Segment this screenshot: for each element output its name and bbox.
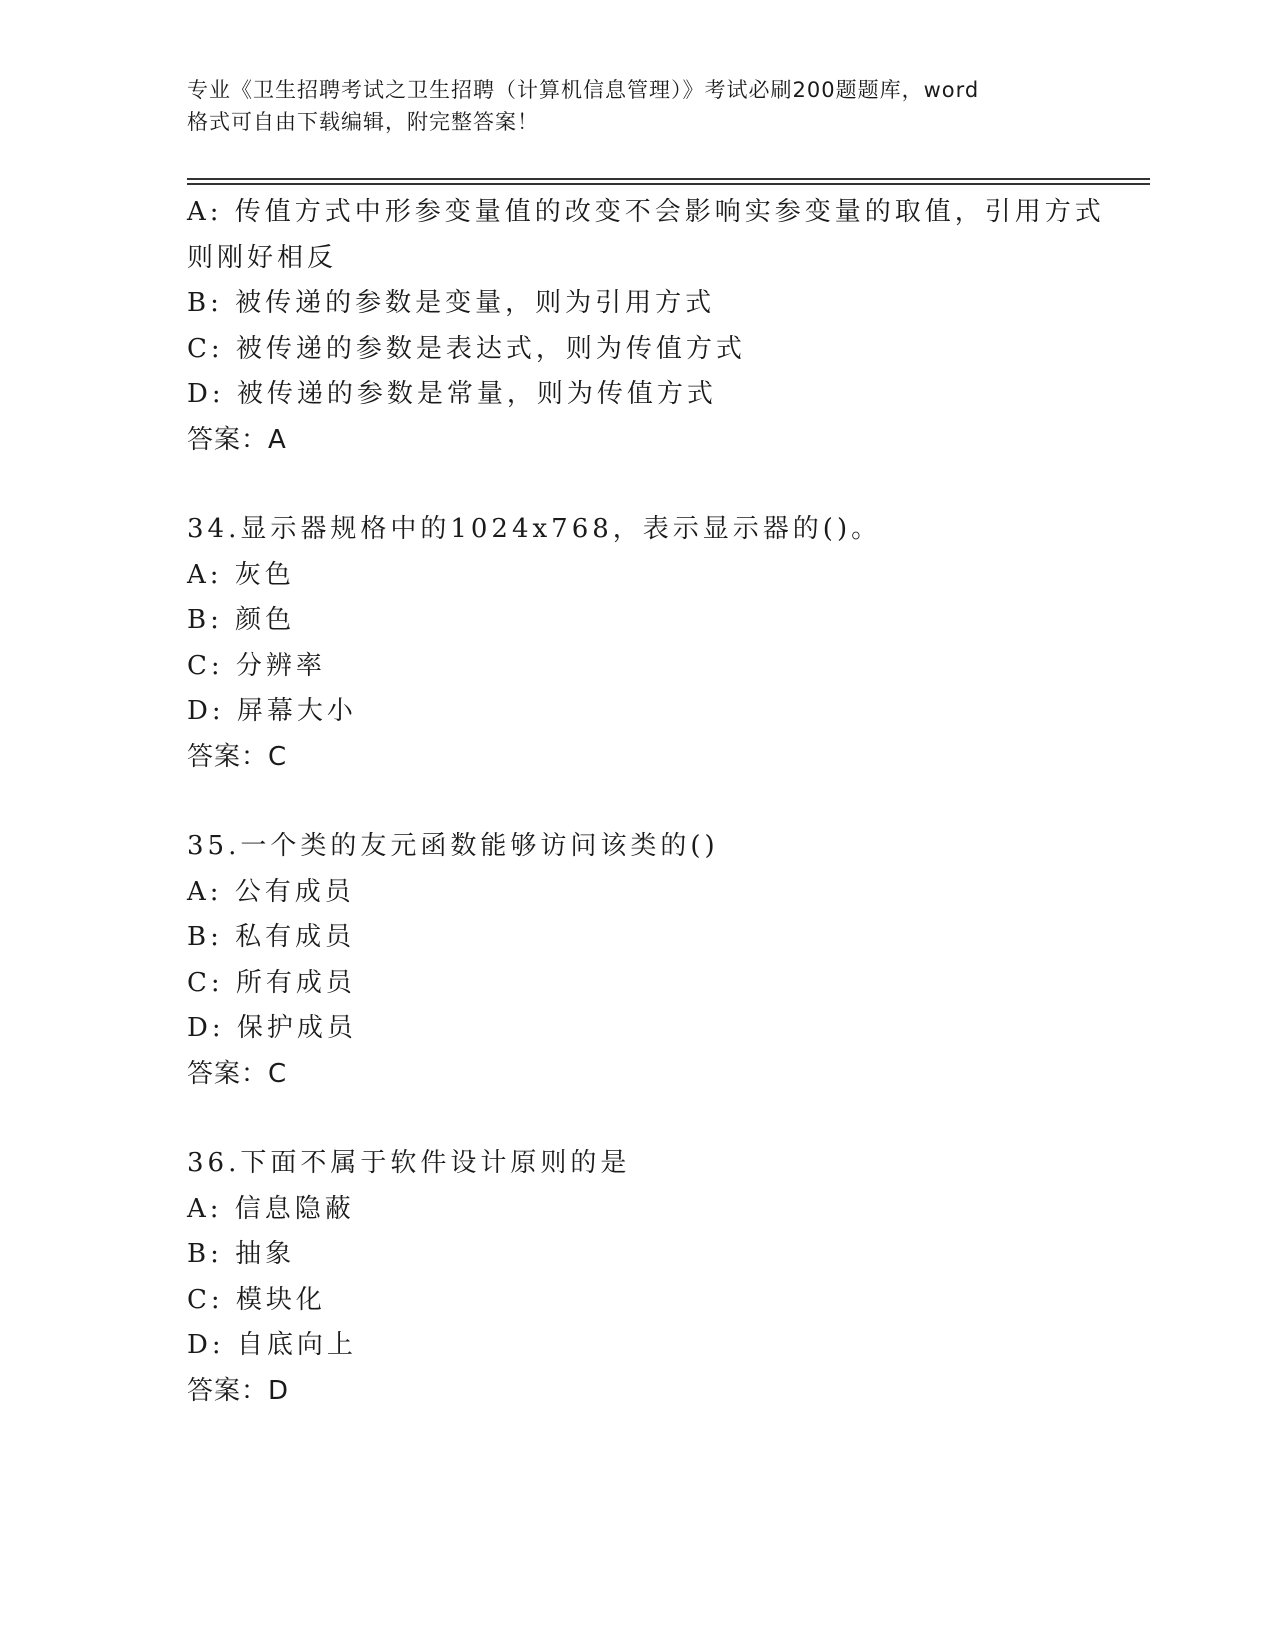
question-36	[187, 1141, 1087, 1414]
question-35	[187, 824, 1087, 1097]
question-spacer	[187, 463, 1087, 507]
option-a: A: 信息隐蔽	[187, 1193, 355, 1224]
header-line-2: 格式可自由下载编辑，附完整答案！	[187, 110, 539, 134]
question-spacer	[187, 780, 1087, 824]
question-spacer	[187, 1097, 1087, 1141]
option-c: C: 模块化	[187, 1284, 326, 1315]
question-stem: 35.一个类的友元函数能够访问该类的()	[187, 831, 719, 861]
answer: 答案：A	[187, 424, 287, 455]
option-c: C: 被传递的参数是表达式，则为传值方式	[187, 333, 746, 364]
answer: 答案：C	[187, 741, 288, 772]
option-d: D: 被传递的参数是常量，则为传值方式	[187, 379, 717, 409]
option-b: B: 私有成员	[187, 922, 356, 952]
option-a: A: 公有成员	[187, 876, 355, 907]
question-list	[187, 190, 1105, 1414]
header-line-1: 专业《卫生招聘考试之卫生招聘（计算机信息管理）》考试必刷200题题库，word	[187, 78, 980, 102]
option-d: D: 自底向上	[187, 1330, 357, 1360]
option-a: A: 灰色	[187, 559, 295, 590]
option-a-continued: 则刚好相反	[187, 242, 338, 273]
option-b: B: 抽象	[187, 1239, 296, 1269]
question-33-tail	[187, 190, 1105, 463]
option-c: C: 所有成员	[187, 967, 356, 998]
option-b: B: 颜色	[187, 605, 296, 635]
option-c: C: 分辨率	[187, 650, 326, 681]
header-divider-top	[187, 178, 1150, 180]
question-stem: 36.下面不属于软件设计原则的是	[187, 1148, 631, 1178]
option-d: D: 保护成员	[187, 1013, 357, 1043]
header-divider-bottom	[187, 183, 1150, 185]
answer: 答案：D	[187, 1375, 290, 1406]
option-d: D: 屏幕大小	[187, 696, 357, 726]
document-header	[187, 74, 1087, 138]
answer: 答案：C	[187, 1058, 288, 1089]
question-stem: 34.显示器规格中的1024x768，表示显示器的()。	[187, 514, 882, 544]
option-a: A: 传值方式中形参变量值的改变不会影响实参变量的取值，引用方式	[187, 197, 1105, 227]
option-b: B: 被传递的参数是变量，则为引用方式	[187, 288, 716, 318]
question-34	[187, 507, 1087, 780]
